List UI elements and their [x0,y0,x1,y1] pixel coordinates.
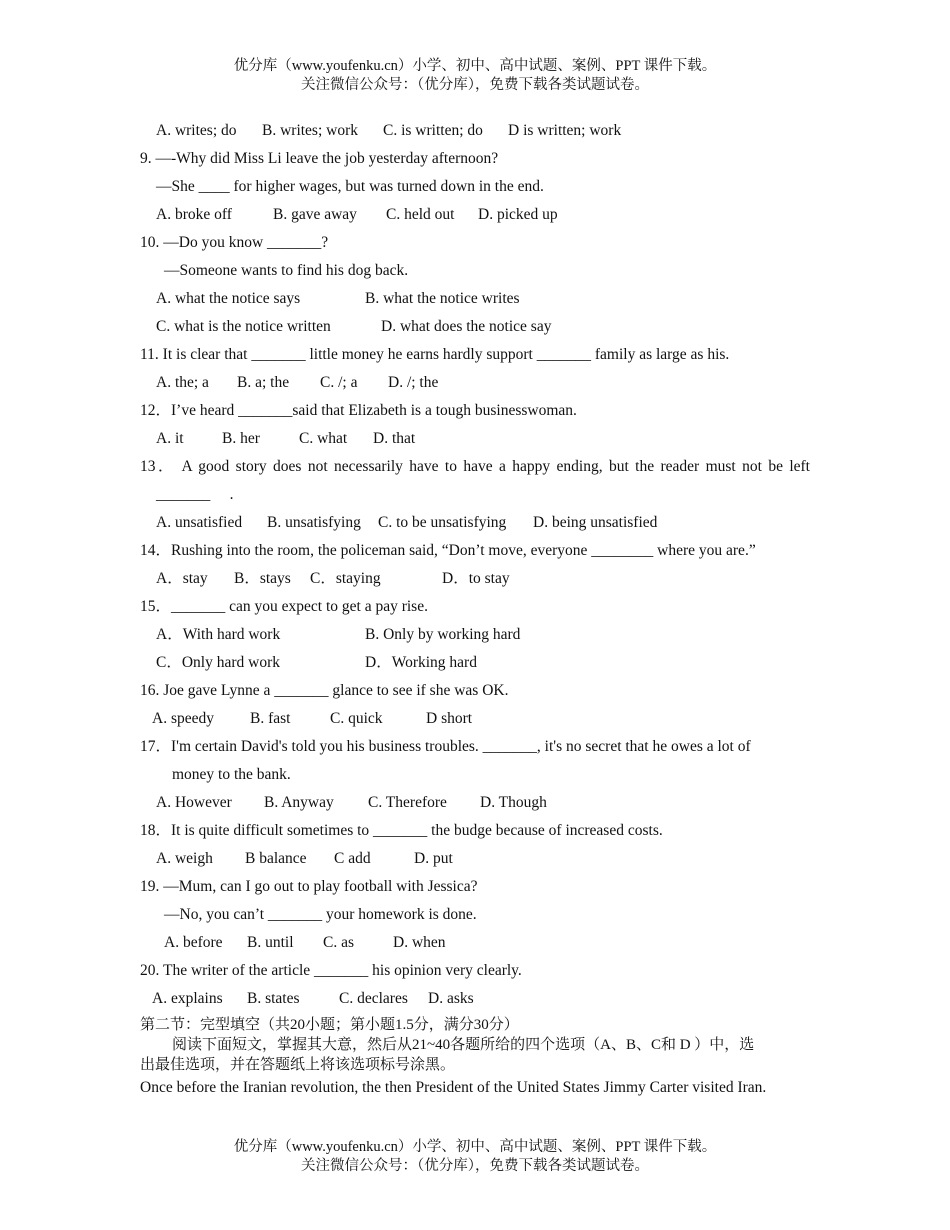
q20-option-c: C. declares [339,990,408,1007]
q15-option-b: B. Only by working hard [365,626,521,643]
q20-option-a: A. explains [152,990,223,1007]
q13-stem: 13． A good story does not necessarily have to have a happy ending, but the reader must not be left [140,458,810,475]
q17-option-d: D. Though [480,794,547,811]
footer-line-2: 关注微信公众号：（优分库），免费下载各类试题试卷。 [301,1158,649,1174]
q10-option-b: B. what the notice writes [365,290,520,307]
q17-option-a: A. However [156,794,232,811]
q13-option-d: D. being unsatisfied [533,514,658,531]
q15-option-d: D．Working hard [365,654,477,671]
q16-stem: 16. Joe gave Lynne a _______ glance to see if she was OK. [140,682,509,699]
q9-option-d: D. picked up [478,206,558,223]
q10-stem: 10. —Do you know _______? [140,234,329,251]
q16-option-d: D short [426,710,473,727]
q9-reply: —She ____ for higher wages, but was turned down in the end. [156,178,544,195]
q12-option-a: A. it [156,430,184,447]
section-2-title: 第二节：完型填空（共20小题；第小题1.5分，满分30分） [140,1017,519,1033]
q15-stem: 15．_______ can you expect to get a pay rise. [140,598,428,615]
q9-stem: 9. —-Why did Miss Li leave the job yesterday afternoon? [140,150,499,167]
q14-option-a: A．stay [156,570,208,587]
q14-option-d: D．to stay [442,570,510,587]
q19-stem: 19. —Mum, can I go out to play football with Jessica? [140,878,478,895]
q20-option-d: D. asks [428,990,474,1007]
q13-option-a: A. unsatisfied [156,514,243,531]
q8-option-c: C. is written; do [383,122,483,139]
q10-reply: —Someone wants to find his dog back. [164,262,409,279]
q13-option-c: C. to be unsatisfying [378,514,507,531]
footer-line-1: 优分库（www.youfenku.cn）小学、初中、高中试题、案例、PPT 课件下载。 [233,1139,717,1155]
q16-option-b: B. fast [250,710,291,727]
q13-blank-line: _______ . [156,486,234,503]
q14-stem: 14．Rushing into the room, the policeman said, “Don’t move, everyone ________ where you are.” [140,542,756,559]
q17-stem-cont: money to the bank. [172,766,291,783]
q20-option-b: B. states [247,990,300,1007]
q19-reply: —No, you can’t _______ your homework is done. [164,906,477,923]
q17-option-c: C. Therefore [368,794,447,811]
q18-option-d: D. put [414,850,453,867]
q14-option-c: C．staying [310,570,381,587]
q12-option-b: B. her [222,430,260,447]
q16-option-c: C. quick [330,710,383,727]
section-2-instruction-1: 阅读下面短文，掌握其大意，然后从21~40各题所给的四个选项（A、B、C和 D ）中，选 [172,1037,755,1053]
q10-option-a: A. what the notice says [156,290,301,307]
q10-option-d: D. what does the notice say [381,318,552,335]
q11-option-c: C. /; a [320,374,358,391]
q8-option-d: D is written; work [508,122,622,139]
q12-option-d: D. that [373,430,416,447]
q11-option-d: D. /; the [388,374,439,391]
q19-option-d: D. when [393,934,446,951]
q9-option-c: C. held out [386,206,455,223]
q11-option-b: B. a; the [237,374,290,391]
header-line-1: 优分库（www.youfenku.cn）小学、初中、高中试题、案例、PPT 课件下载。 [233,58,717,74]
q16-option-a: A. speedy [152,710,214,727]
page-header [0,57,950,95]
section-2-instruction-2: 出最佳选项，并在答题纸上将该选项标号涂黑。 [140,1057,456,1073]
q20-stem: 20. The writer of the article _______ his opinion very clearly. [140,962,522,979]
q18-option-c: C add [334,850,371,867]
q18-option-a: A. weigh [156,850,213,867]
q15-option-c: C．Only hard work [156,654,280,671]
q11-option-a: A. the; a [156,374,209,391]
q15-option-a: A．With hard work [156,626,281,643]
q17-option-b: B. Anyway [264,794,334,811]
q14-option-b: B．stays [234,570,291,587]
q10-option-c: C. what is the notice written [156,318,331,335]
page-footer [0,1138,950,1176]
header-line-2: 关注微信公众号：（优分库），免费下载各类试题试卷。 [301,77,649,93]
q12-stem: 12．I’ve heard _______said that Elizabeth is a tough businesswoman. [140,402,577,419]
q12-option-c: C. what [299,430,348,447]
q17-stem: 17．I'm certain David's told you his business troubles. _______, it's no secret that he owes a lot of [140,738,751,755]
q8-option-a: A. writes; do [156,122,237,139]
q18-option-b: B balance [245,850,307,867]
q19-option-a: A. before [164,934,223,951]
q19-option-b: B. until [247,934,294,951]
q11-stem: 11. It is clear that _______ little money he earns hardly support _______ family as large as his. [140,346,730,363]
q19-option-c: C. as [323,934,354,951]
q8-option-b: B. writes; work [262,122,359,139]
q18-stem: 18．It is quite difficult sometimes to _______ the budge because of increased costs. [140,822,663,839]
q9-option-b: B. gave away [273,206,357,223]
passage-first-line: Once before the Iranian revolution, the then President of the United States Jimmy Carter visited Iran. [140,1079,767,1096]
q13-option-b: B. unsatisfying [267,514,361,531]
q9-option-a: A. broke off [156,206,232,223]
